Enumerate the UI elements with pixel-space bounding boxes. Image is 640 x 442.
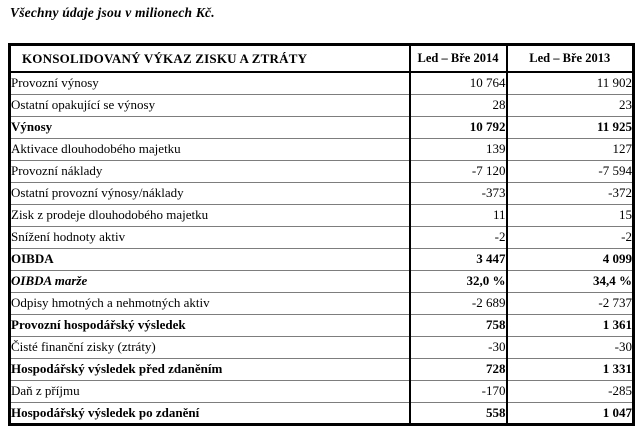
table-row <box>10 138 634 160</box>
table-row <box>10 336 634 358</box>
value-2013: -285 <box>507 380 634 402</box>
value-2014: 758 <box>410 314 507 336</box>
table-row <box>10 380 634 402</box>
value-2013: 11 902 <box>507 72 634 94</box>
value-2013: -372 <box>507 182 634 204</box>
row-label: Hospodářský výsledek po zdanění <box>10 402 410 424</box>
table-row <box>10 358 634 380</box>
value-2013: 1 047 <box>507 402 634 424</box>
table-row <box>10 182 634 204</box>
income-statement-table <box>8 43 635 426</box>
value-2013: 34,4 % <box>507 270 634 292</box>
row-label: Ostatní opakující se výnosy <box>10 94 410 116</box>
table-row <box>10 72 634 94</box>
column-header-2013: Led – Bře 2013 <box>507 45 634 73</box>
row-label: OIBDA marže <box>10 270 410 292</box>
value-2013: 11 925 <box>507 116 634 138</box>
table-row <box>10 94 634 116</box>
value-2014: -7 120 <box>410 160 507 182</box>
row-label: OIBDA <box>10 248 410 270</box>
value-2013: 23 <box>507 94 634 116</box>
table-row <box>10 204 634 226</box>
value-2013: -2 737 <box>507 292 634 314</box>
value-2014: -2 <box>410 226 507 248</box>
row-label: Výnosy <box>10 116 410 138</box>
value-2013: -2 <box>507 226 634 248</box>
table-row <box>10 314 634 336</box>
value-2014: 10 792 <box>410 116 507 138</box>
value-2013: 127 <box>507 138 634 160</box>
table-row <box>10 402 634 424</box>
row-label: Aktivace dlouhodobého majetku <box>10 138 410 160</box>
value-2014: 3 447 <box>410 248 507 270</box>
row-label: Provozní náklady <box>10 160 410 182</box>
row-label: Čisté finanční zisky (ztráty) <box>10 336 410 358</box>
table-row <box>10 116 634 138</box>
row-label: Provozní výnosy <box>11 75 99 91</box>
value-2014: -170 <box>410 380 507 402</box>
value-2014: 10 764 <box>410 72 507 94</box>
value-2013: 4 099 <box>507 248 634 270</box>
value-2013: 1 331 <box>507 358 634 380</box>
table-row <box>10 292 634 314</box>
row-label: Ostatní provozní výnosy/náklady <box>10 182 410 204</box>
table-row <box>10 160 634 182</box>
value-2014: 139 <box>410 138 507 160</box>
value-2014: 32,0 % <box>410 270 507 292</box>
units-note: Všechny údaje jsou v milionech Kč. <box>10 5 215 20</box>
value-2013: -7 594 <box>507 160 634 182</box>
value-2014: 28 <box>410 94 507 116</box>
table-row <box>10 226 634 248</box>
value-2014: 11 <box>410 204 507 226</box>
row-label: Daň z příjmu <box>10 380 410 402</box>
value-2014: 558 <box>410 402 507 424</box>
row-label: Odpisy hmotných a nehmotných aktiv <box>10 292 410 314</box>
table-header-row <box>10 45 634 73</box>
value-2014: -373 <box>410 182 507 204</box>
value-2013: 15 <box>507 204 634 226</box>
value-2013: 1 361 <box>507 314 634 336</box>
table-row <box>10 248 634 270</box>
table-row <box>10 270 634 292</box>
column-header-2014: Led – Bře 2014 <box>410 45 507 73</box>
row-label: Hospodářský výsledek před zdaněním <box>10 358 410 380</box>
value-2014: -2 689 <box>410 292 507 314</box>
row-label: Snížení hodnoty aktiv <box>10 226 410 248</box>
table-title: KONSOLIDOVANÝ VÝKAZ ZISKU A ZTRÁTY <box>10 45 410 73</box>
row-label: Zisk z prodeje dlouhodobého majetku <box>10 204 410 226</box>
value-2014: 728 <box>410 358 507 380</box>
value-2013: -30 <box>507 336 634 358</box>
value-2014: -30 <box>410 336 507 358</box>
row-label: Provozní hospodářský výsledek <box>10 314 410 336</box>
